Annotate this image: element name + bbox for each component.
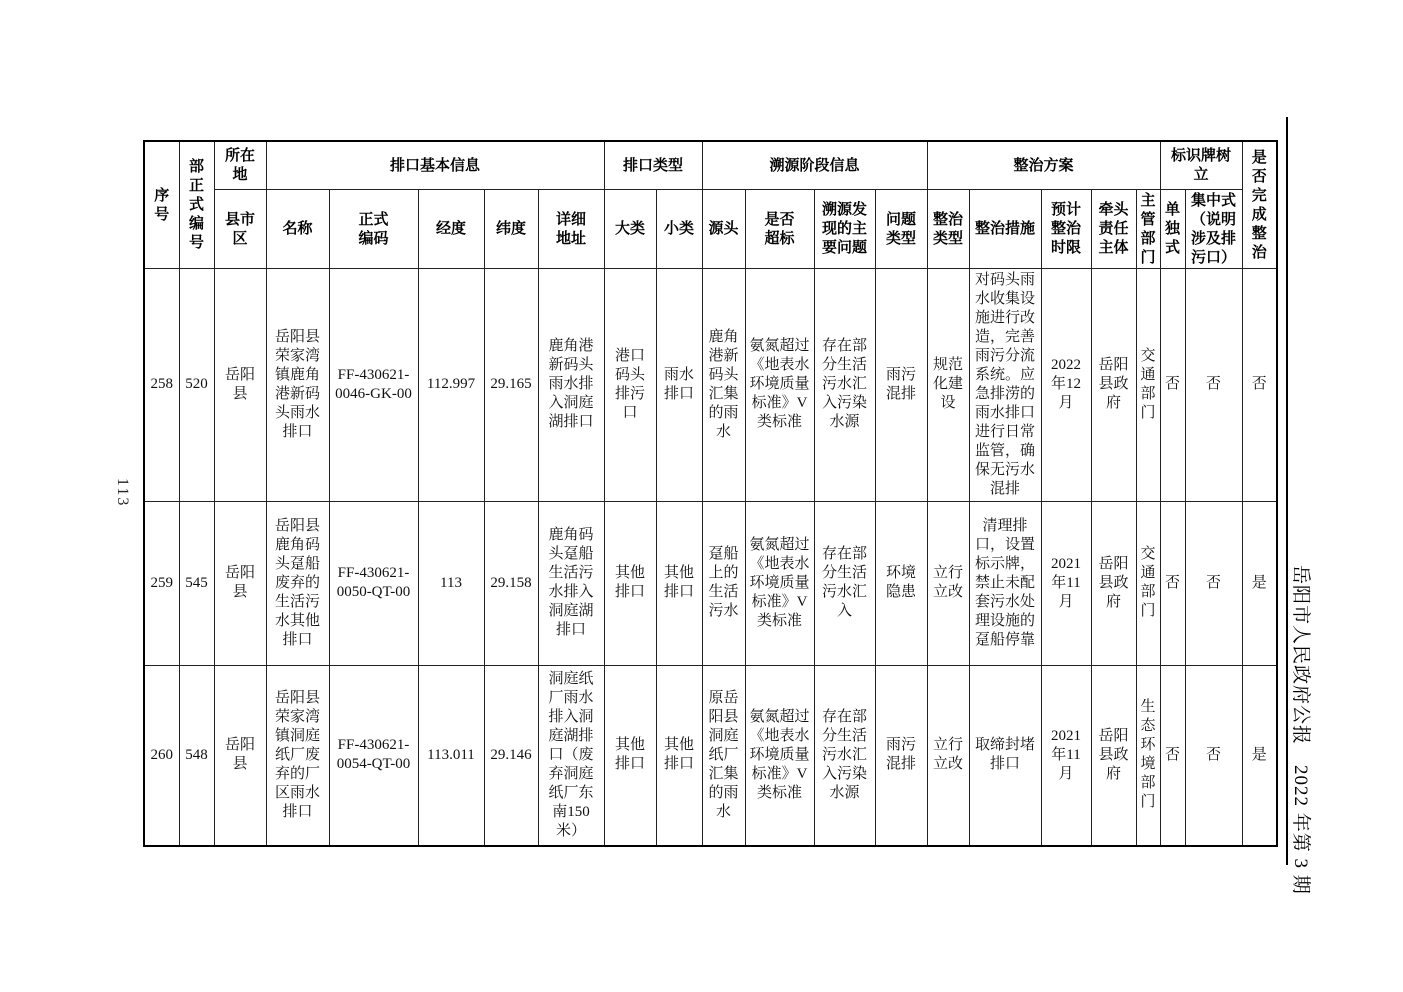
- cell-dept: 交通部门: [1136, 268, 1160, 501]
- cell-longitude: 113.011: [418, 665, 484, 846]
- cell-serial-no: 260: [144, 665, 179, 846]
- cell-exceed: 氨氮超过《地表水环境质量标准》V类标准: [745, 665, 814, 846]
- header-exceed: [745, 189, 814, 268]
- cell-measures: 清理排口，设置标示牌，禁止未配套污水处理设施的趸船停靠: [969, 501, 1041, 665]
- cell-code: FF-430621-0046-GK-00: [329, 268, 418, 501]
- header-outlet-type-group: 排口类型: [604, 141, 702, 189]
- header-measures: 整治措施: [969, 189, 1041, 268]
- cell-remediation-type: 立行立改: [927, 501, 969, 665]
- header-source: 源头: [702, 189, 745, 268]
- cell-ministry-code: 520: [179, 268, 214, 501]
- cell-deadline: 2021年11月: [1041, 665, 1091, 846]
- cell-problem-type: 环境隐患: [875, 501, 927, 665]
- cell-dept: 交通部门: [1136, 501, 1160, 665]
- header-serial-no: 序号: [144, 141, 179, 268]
- header-lead-body: 牵头责任主体: [1091, 189, 1136, 268]
- cell-subcategory: 其他排口: [656, 501, 702, 665]
- cell-name: 岳阳县荣家湾镇鹿角港新码头雨水排口: [266, 268, 329, 501]
- cell-completed: 是: [1242, 501, 1277, 665]
- cell-category: 其他排口: [604, 501, 656, 665]
- header-basic-info-group: 排口基本信息: [266, 141, 604, 189]
- header-central-sign: 集中式（说明涉及排污口）: [1185, 189, 1242, 268]
- cell-exceed: 氨氮超过《地表水环境质量标准》V类标准: [745, 501, 814, 665]
- cell-category: 其他排口: [604, 665, 656, 846]
- cell-ministry-code: 545: [179, 501, 214, 665]
- cell-name: 岳阳县鹿角码头趸船废弃的生活污水其他排口: [266, 501, 329, 665]
- header-remediation-type: 整治类型: [927, 189, 969, 268]
- header-ministry-code: 部正式编号: [179, 141, 214, 268]
- cell-ministry-code: 548: [179, 665, 214, 846]
- cell-problem-type: 雨污混排: [875, 268, 927, 501]
- header-standalone-sign: 单独式: [1160, 189, 1185, 268]
- header-plan-group: 整治方案: [927, 141, 1160, 189]
- cell-central-sign: 否: [1185, 268, 1242, 501]
- cell-central-sign: 否: [1185, 665, 1242, 846]
- cell-remediation-type: 立行立改: [927, 665, 969, 846]
- cell-address: 洞庭纸厂雨水排入洞庭湖排口（废弃洞庭纸厂东南150米）: [538, 665, 604, 846]
- header-sign-group: 标识牌树立: [1160, 141, 1242, 189]
- cell-longitude: 113: [418, 501, 484, 665]
- header-exceed-label: 是否超标: [764, 210, 795, 247]
- cell-lead-body: 岳阳县政府: [1091, 665, 1136, 846]
- cell-problem: 存在部分生活污水汇入污染水源: [814, 665, 875, 846]
- header-code: [329, 189, 418, 268]
- header-address: [538, 189, 604, 268]
- cell-subcategory: 雨水排口: [656, 268, 702, 501]
- header-category: 大类: [604, 189, 656, 268]
- cell-measures: 对码头雨水收集设施进行改造，完善雨污分流系统。应急排涝的雨水排口进行日常监管，确保无污水混排: [969, 268, 1041, 501]
- cell-serial-no: 259: [144, 501, 179, 665]
- header-dept: 主管部门: [1136, 189, 1160, 268]
- cell-subcategory: 其他排口: [656, 665, 702, 846]
- header-code-label: 正式编码: [358, 210, 389, 247]
- cell-remediation-type: 规范化建设: [927, 268, 969, 501]
- header-problem-type: 问题类型: [875, 189, 927, 268]
- header-name: 名称: [266, 189, 329, 268]
- cell-county: 岳阳县: [214, 665, 266, 846]
- cell-measures: 取缔封堵排口: [969, 665, 1041, 846]
- journal-sidebar-text: 岳阳市人民政府公报 2022 年第 3 期: [1290, 565, 1311, 895]
- cell-name: 岳阳县荣家湾镇洞庭纸厂废弃的厂区雨水排口: [266, 665, 329, 846]
- cell-deadline: 2021年11月: [1041, 501, 1091, 665]
- cell-county: 岳阳县: [214, 501, 266, 665]
- journal-sidebar-rule: [1286, 117, 1288, 865]
- cell-address: 鹿角码头趸船生活污水排入洞庭湖排口: [538, 501, 604, 665]
- header-subcategory: 小类: [656, 189, 702, 268]
- header-county: 县市区: [214, 189, 266, 268]
- outfall-remediation-table: [143, 140, 1278, 847]
- page-number: 113: [114, 478, 131, 508]
- cell-completed: 否: [1242, 268, 1277, 501]
- header-location-group: 所在地: [214, 141, 266, 189]
- cell-county: 岳阳县: [214, 268, 266, 501]
- cell-standalone-sign: 否: [1160, 665, 1185, 846]
- header-problem: 溯源发现的主要问题: [814, 189, 875, 268]
- cell-central-sign: 否: [1185, 501, 1242, 665]
- table-row-258: [144, 268, 1277, 501]
- cell-address: 鹿角港新码头雨水排入洞庭湖排口: [538, 268, 604, 501]
- cell-source: 趸船上的生活污水: [702, 501, 745, 665]
- cell-lead-body: 岳阳县政府: [1091, 268, 1136, 501]
- cell-problem: 存在部分生活污水汇入污染水源: [814, 268, 875, 501]
- cell-standalone-sign: 否: [1160, 501, 1185, 665]
- header-tracing-group: 溯源阶段信息: [702, 141, 927, 189]
- header-deadline: 预计整治时限: [1041, 189, 1091, 268]
- cell-latitude: 29.146: [484, 665, 538, 846]
- cell-deadline: 2022年12月: [1041, 268, 1091, 501]
- cell-serial-no: 258: [144, 268, 179, 501]
- cell-standalone-sign: 否: [1160, 268, 1185, 501]
- cell-latitude: 29.165: [484, 268, 538, 501]
- cell-code: FF-430621-0050-QT-00: [329, 501, 418, 665]
- cell-dept: 生态环境部门: [1136, 665, 1160, 846]
- cell-category: 港口码头排污口: [604, 268, 656, 501]
- header-latitude: 纬度: [484, 189, 538, 268]
- table-row-259: [144, 501, 1277, 665]
- cell-completed: 是: [1242, 665, 1277, 846]
- cell-source: 原岳阳县洞庭纸厂汇集的雨水: [702, 665, 745, 846]
- cell-latitude: 29.158: [484, 501, 538, 665]
- header-longitude: 经度: [418, 189, 484, 268]
- header-completed: 是否完成整治: [1242, 141, 1277, 268]
- cell-problem: 存在部分生活污水汇入: [814, 501, 875, 665]
- table-row-260: [144, 665, 1277, 846]
- cell-source: 鹿角港新码头汇集的雨水: [702, 268, 745, 501]
- cell-lead-body: 岳阳县政府: [1091, 501, 1136, 665]
- cell-exceed: 氨氮超过《地表水环境质量标准》V类标准: [745, 268, 814, 501]
- cell-longitude: 112.997: [418, 268, 484, 501]
- header-address-label: 详细地址: [555, 210, 586, 247]
- cell-problem-type: 雨污混排: [875, 665, 927, 846]
- cell-code: FF-430621-0054-QT-00: [329, 665, 418, 846]
